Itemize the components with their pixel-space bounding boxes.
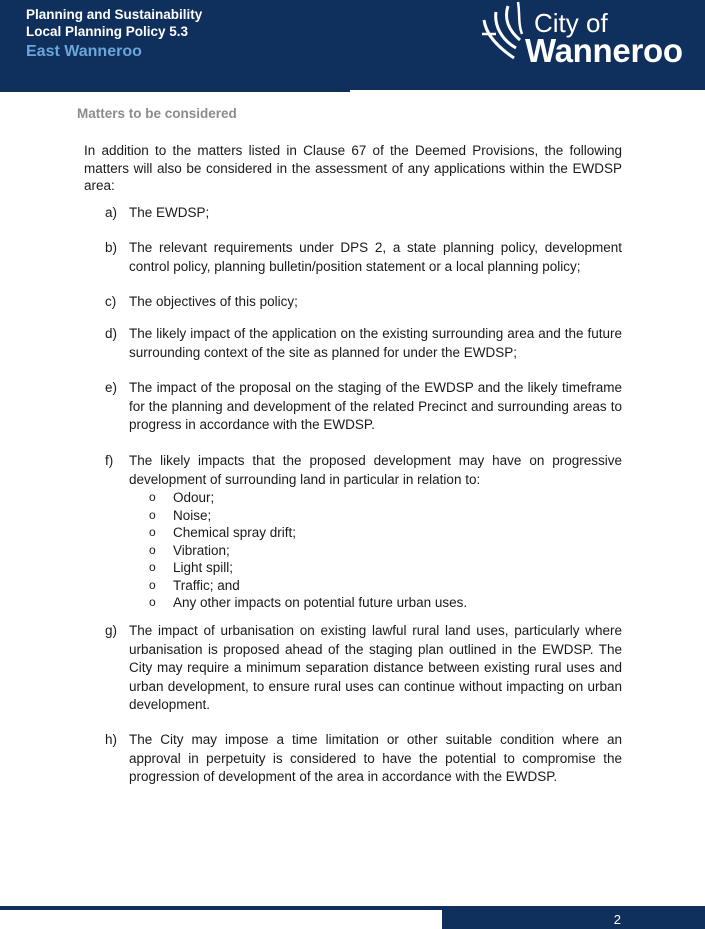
sub-list-item: o Any other impacts on potential future urban uses. — [149, 595, 468, 610]
impact-sub-list — [149, 489, 467, 612]
header-policy-number: Local Planning Policy 5.3 — [26, 24, 189, 39]
list-item-f — [84, 452, 622, 489]
sub-list-item: o Odour; — [149, 490, 215, 505]
list-item-letter: g) — [105, 623, 118, 638]
bullet-icon: o — [149, 490, 156, 504]
list-item-a — [84, 204, 622, 223]
bullet-icon: o — [149, 595, 156, 609]
bullet-icon: o — [149, 577, 156, 592]
list-item-text: The impact of urbanisation on existing lawful rural land uses, particularly where urbanisation is proposed ahead of the staging plan outlined in the EWDSP. The City may require a minimum separation distance between existing rural uses and urban development, to ensure rural uses can continue without impacting on urban development. — [129, 623, 622, 712]
list-item-letter: d) — [105, 326, 118, 341]
sub-list-item: o Light spill; — [149, 560, 234, 575]
list-item-d — [84, 325, 622, 362]
list-item-text: The EWDSP; — [129, 205, 210, 220]
list-item-text: The likely impact of the application on the existing surrounding area and the future surrounding context of the site as planned for under the EWDSP; — [129, 326, 622, 360]
list-item-e — [84, 379, 622, 435]
bullet-icon: o — [149, 560, 156, 574]
bullet-icon: o — [149, 542, 156, 557]
list-item-letter: h) — [105, 732, 118, 747]
bullet-icon: o — [149, 507, 156, 522]
list-item-text: The likely impacts that the proposed development may have on progressive development of surrounding land in particular in relation to: — [129, 453, 622, 487]
logo-large-text: Wanneroo — [525, 32, 683, 69]
list-item-h — [84, 731, 622, 787]
header-department: Planning and Sustainability — [26, 7, 203, 22]
list-item-c — [84, 293, 622, 312]
list-item-b — [84, 239, 622, 276]
sub-list-item: o Noise; — [149, 507, 212, 523]
list-item-letter: f) — [105, 453, 114, 468]
header-underline — [0, 90, 350, 92]
city-of-wanneroo-logo — [478, 0, 700, 88]
list-item-letter: b) — [105, 240, 118, 255]
list-item-letter: a) — [105, 205, 118, 220]
sub-list-item: o Traffic; and — [149, 577, 240, 593]
bullet-icon: o — [149, 525, 156, 539]
intro-paragraph: In addition to the matters listed in Clause 67 of the Deemed Provisions, the following matters will also be considered in the assessment of any applications within the EWDSP area: — [84, 143, 622, 193]
list-item-text: The impact of the proposal on the staging of the EWDSP and the likely timeframe for the planning and development of the related Precinct and surrounding areas to progress in accordance with the EWDSP. — [129, 380, 622, 432]
sub-list-item: o Chemical spray drift; — [149, 525, 297, 540]
section-heading: Matters to be considered — [77, 106, 237, 121]
list-item-g — [84, 622, 622, 715]
list-item-text: The City may impose a time limitation or other suitable condition where an approval in perpetuity is considered to have the potential to compromise the progression of development of the area in accordance with the EWDSP. — [129, 732, 622, 784]
sub-list-item: o Vibration; — [149, 542, 230, 558]
header-area-name: East Wanneroo — [26, 43, 142, 60]
logo-small-text: City of — [534, 8, 608, 38]
list-item-letter: c) — [105, 294, 117, 309]
document-header — [0, 0, 705, 90]
list-item-text: The objectives of this policy; — [129, 294, 298, 309]
list-item-text: The relevant requirements under DPS 2, a state planning policy, development control policy, planning bulletin/position statement or a local planning policy; — [129, 240, 622, 274]
list-item-letter: e) — [105, 380, 118, 395]
footer-page-box — [442, 910, 705, 929]
page-number: 2 — [613, 912, 621, 927]
